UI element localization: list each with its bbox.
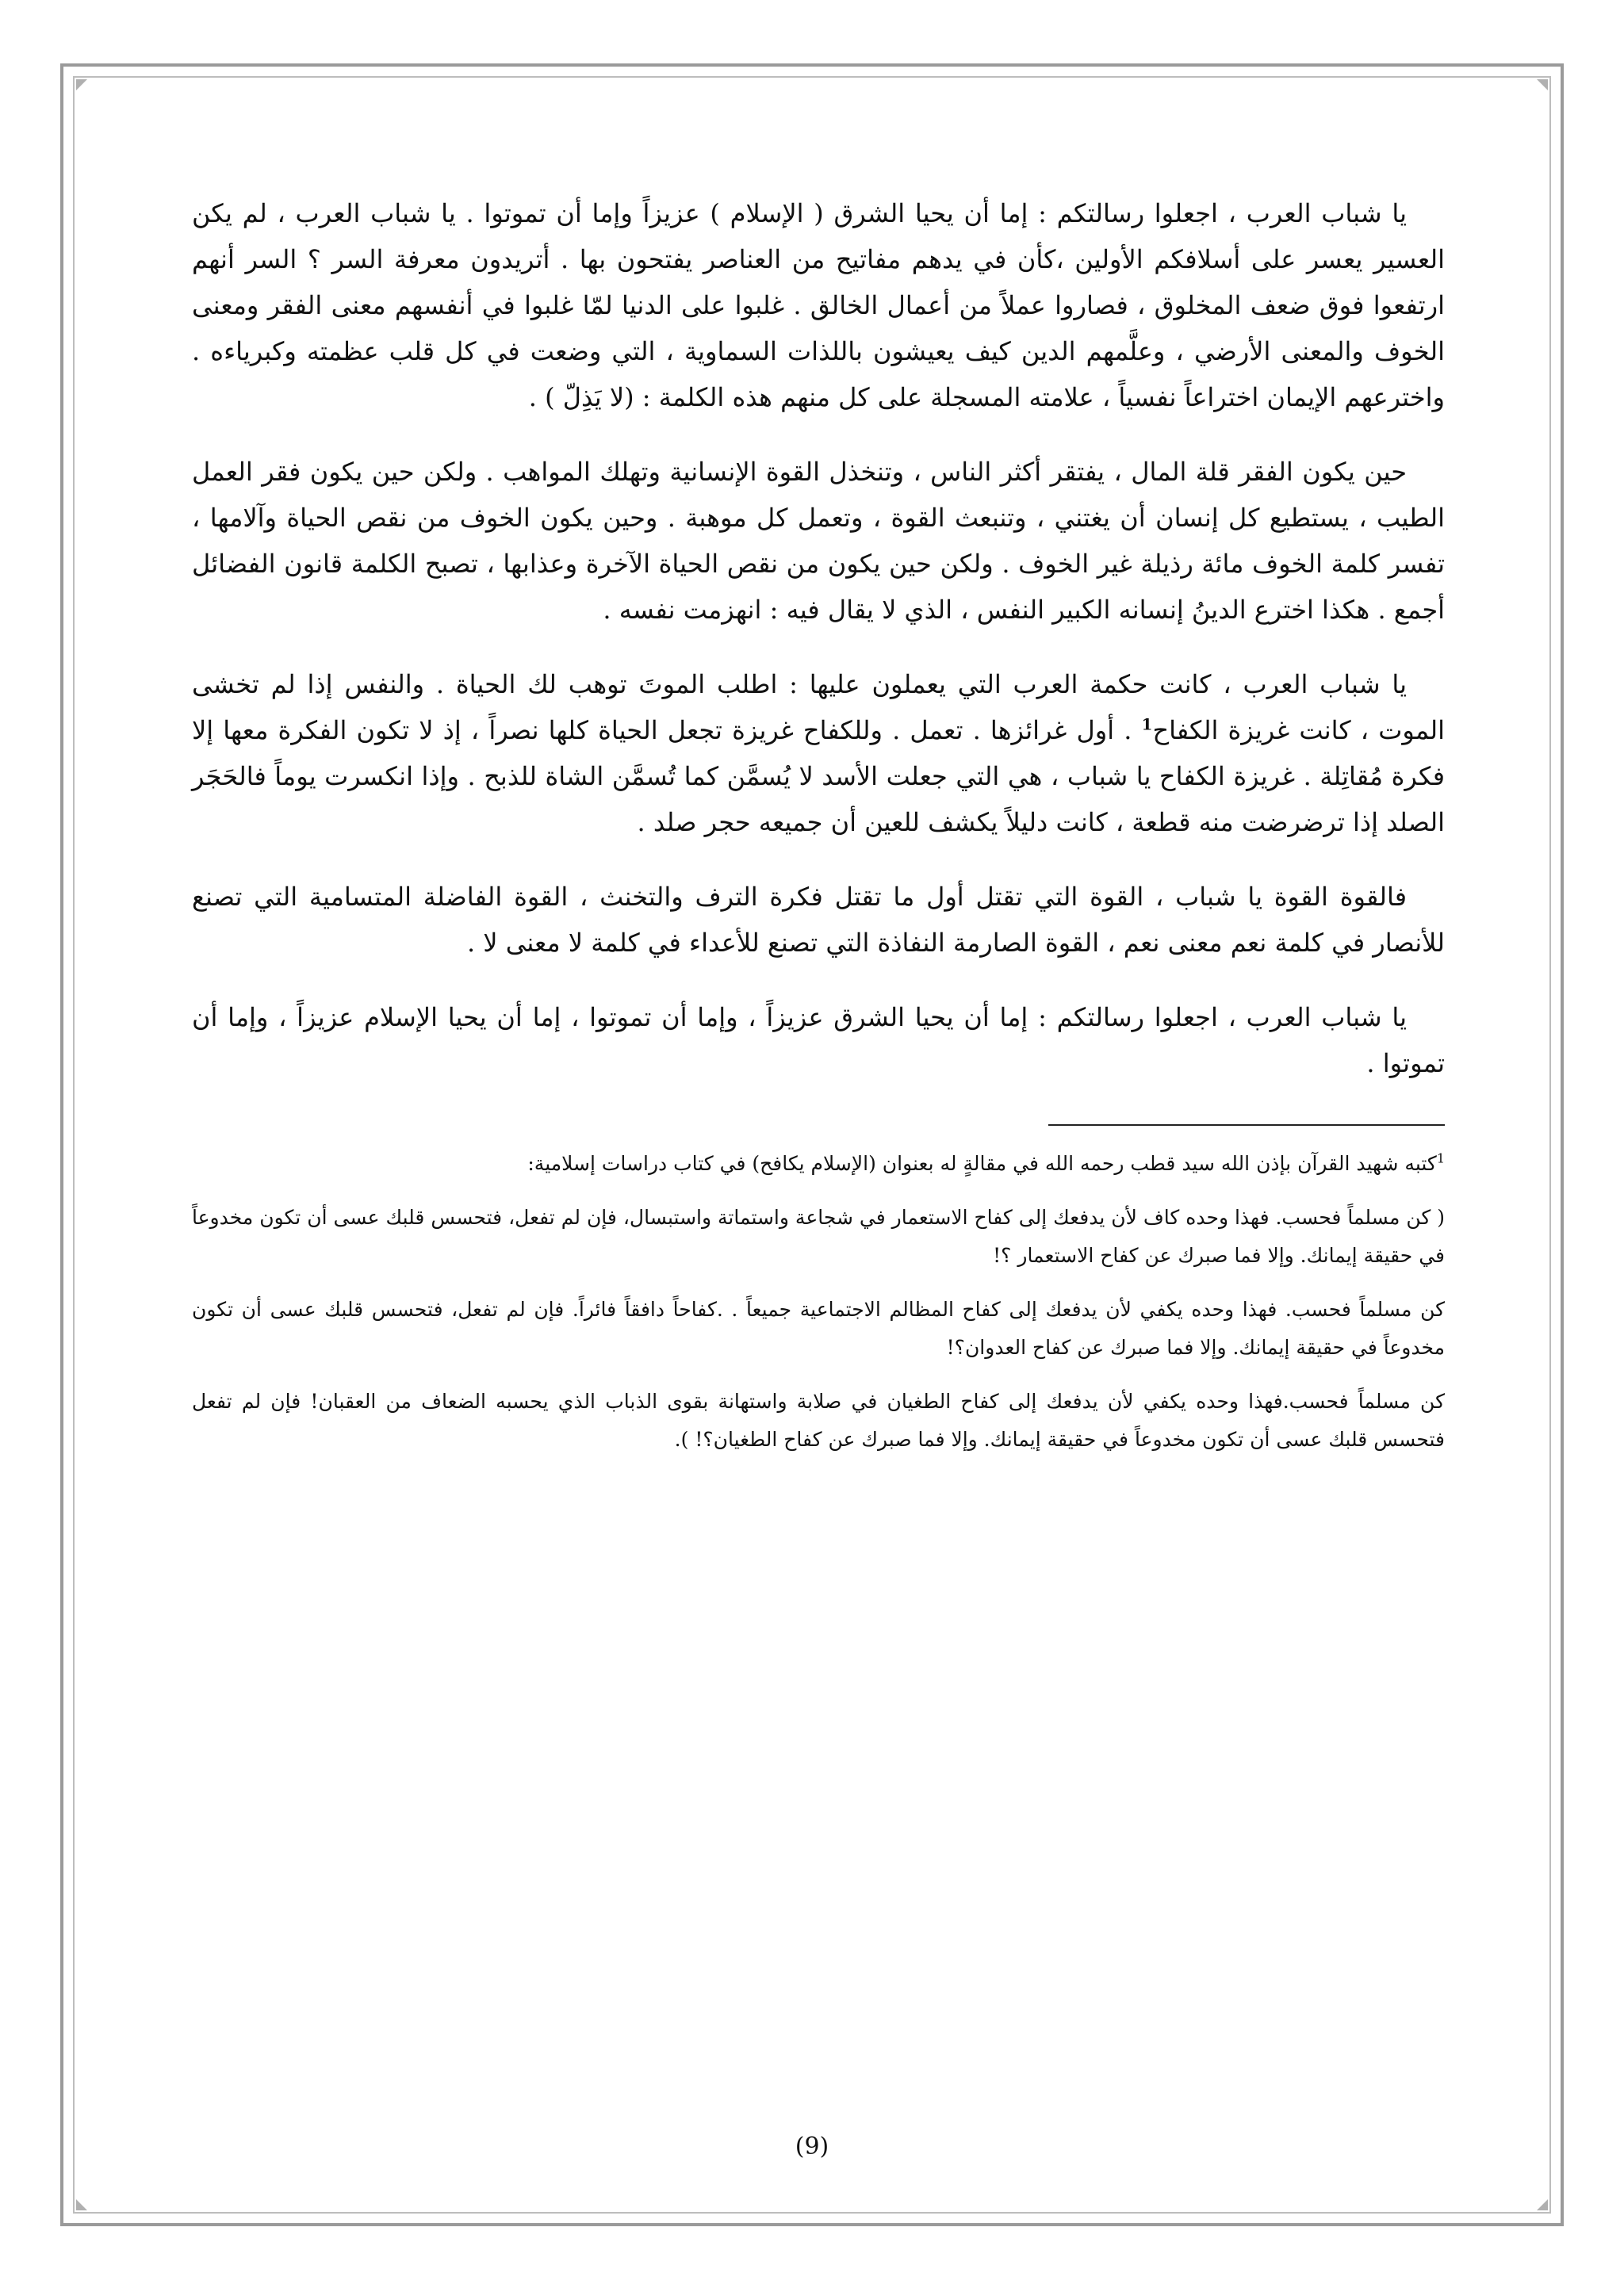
corner-ornament-top-right — [1537, 79, 1548, 90]
corner-ornament-bottom-right — [1537, 2199, 1548, 2210]
footnote-marker: 1 — [1436, 1150, 1445, 1166]
footnote-item-3: كن مسلماً فحسب.فهذا وحده يكفي لأن يدفعك إلى كفاح الطغيان في صلابة واستهانة بقوى الذباب الذي يحسبه الضعاف من العقبان! فإن لم تفعل فتحسس قلبك عسى أن تكون مخدوعاً في حقيقة إيمانك. وإلا فما صبرك عن كفاح الطغيان؟! ). — [192, 1390, 1445, 1451]
main-text — [192, 190, 1445, 1475]
paragraph-3-after: . أول غرائزها . تعمل . وللكفاح غريزة تجعل الحياة كلها نصراً ، إذ لا تكون الفكرة معها إلا فكرة مُقاتِلة . غريزة الكفاح يا شباب ، هي التي جعلت الأسد لا يُسمَّن كما تُسمَّن الشاة للذبح . وإذا انكسرت يوماً فالحَجَر الصلد إذا ترضرضت منه قطعة ، كانت دليلاً يكشف للعين أن جميعه حجر صلد . — [192, 715, 1445, 837]
corner-ornament-top-left — [76, 79, 87, 90]
page-number: (9) — [795, 2133, 829, 2160]
paragraph-3 — [192, 661, 1445, 845]
footnote-reference[interactable]: 1 — [1141, 714, 1153, 734]
paragraph-2: حين يكون الفقر قلة المال ، يفتقر أكثر الناس ، وتنخذل القوة الإنسانية وتهلك المواهب . ولكن حين يكون فقر العمل الطيب ، يستطيع كل إنسان أن يغتني ، وتنبعث القوة ، وتعمل كل موهبة . وحين يكون الخوف من نقص الحياة وآلامها ، تفسر كلمة الخوف مائة رذيلة غير الخوف . ولكن حين يكون من نقص الحياة الآخرة وعذابها ، تصبح الكلمة قانون الفضائل أجمع . هكذا اخترع الدينُ إنسانه الكبير النفس ، الذي لا يقال فيه : انهزمت نفسه . — [192, 457, 1446, 625]
footnote-item-1: ( كن مسلماً فحسب. فهذا وحده كاف لأن يدفعك إلى كفاح الاستعمار في شجاعة واستماتة واستبسال، فإن لم تفعل، فتحسس قلبك عسى أن تكون مخدوعاً في حقيقة إيمانك. وإلا فما صبرك عن كفاح الاستعمار ؟! — [192, 1206, 1445, 1267]
paragraph-3-before: يا شباب العرب ، كانت حكمة العرب التي يعملون عليها : اطلب الموتَ توهب لك الحياة . والنفس إذا لم تخشى الموت ، كانت غريزة الكفاح — [192, 669, 1445, 745]
paragraph-4: فالقوة القوة يا شباب ، القوة التي تقتل أول ما تقتل فكرة الترف والتخنث ، القوة الفاضلة المتسامية التي تصنع للأنصار في كلمة نعم معنى نعم ، القوة الصارمة النفاذة التي تصنع للأعداء في كلمة لا معنى لا . — [192, 882, 1445, 958]
footnote-intro — [192, 1145, 1445, 1183]
footnote-separator — [1048, 1124, 1445, 1126]
corner-ornament-bottom-left — [76, 2199, 87, 2210]
footnote-item-2: كن مسلماً فحسب. فهذا وحده يكفي لأن يدفعك إلى كفاح المظالم الاجتماعية جميعاً . .كفاحاً دافقاً فائراً. فإن لم تفعل، فتحسس قلبك عسى أن تكون مخدوعاً في حقيقة إيمانك. وإلا فما صبرك عن كفاح العدوان؟! — [192, 1298, 1445, 1359]
paragraph-1: يا شباب العرب ، اجعلوا رسالتكم : إما أن يحيا الشرق ( الإسلام ) عزيزاً وإما أن تموتوا . يا شباب العرب ، لم يكن العسير يعسر على أسلافكم الأولين ،كأن في يدهم مفاتيح من العناصر يفتحون بها . أتريدون معرفة السر ؟ السر أنهم ارتفعوا فوق ضعف المخلوق ، فصاروا عملاً من أعمال الخالق . غلبوا على الدنيا لمّا غلبوا في أنفسهم معنى الفقر ومعنى الخوف والمعنى الأرضي ، وعلَّمهم الدين كيف يعيشون باللذات السماوية ، التي وضعت في كل قلب عظمته وكبرياءه . واخترعهم الإيمان اختراعاً نفسياً ، علامته المسجلة على كل منهم هذه الكلمة : (لا يَذِلّ ) . — [192, 198, 1446, 412]
paragraph-5: يا شباب العرب ، اجعلوا رسالتكم : إما أن يحيا الشرق عزيزاً ، وإما أن تموتوا ، إما أن يحيا الإسلام عزيزاً ، وإما أن تموتوا . — [192, 1002, 1445, 1078]
footnote-intro-text: كتبه شهيد القرآن بإذن الله سيد قطب رحمه الله في مقالةٍ له بعنوان (الإسلام يكافح) في كتاب دراسات إسلامية: — [527, 1152, 1437, 1175]
